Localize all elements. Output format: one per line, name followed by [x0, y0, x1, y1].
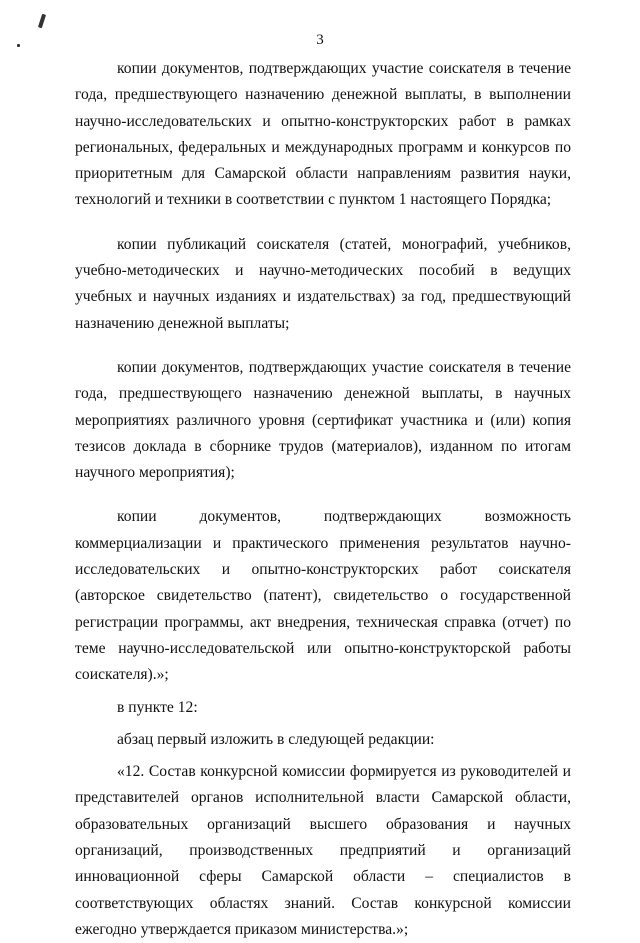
paragraph-research-participation: копии документов, подтверждающих участие соискателя в течение года, предшествующего назначению денежной выплаты, в выполнении научно-исследовательских и опытно-конструкторских работ в рамках региональных, федеральных и международных программ и конкурсов по приоритетным для Самарской области направлениям развития науки, технологий и техники в соответствии с пунктом 1 настоящего Порядка;	[75, 60, 571, 209]
paragraph-publications: копии публикаций соискателя (статей, монографий, учебников, учебно-методических и научно-методических пособий в ведущих учебных и научных изданиях и издательствах) за год, предшествующий назначению денежной выплаты;	[75, 235, 571, 332]
document-body	[75, 56, 571, 943]
paragraph-item-12-intro: в пункте 12:	[117, 698, 198, 716]
paragraph-scientific-events: копии документов, подтверждающих участие соискателя в течение года, предшествующего назначению денежной выплаты, в научных мероприятиях различного уровня (сертификат участника и (или) копия тезисов доклада в сборнике трудов (материалов), изданном по итогам научного мероприятия);	[75, 358, 571, 482]
page-number: 3	[316, 32, 324, 48]
paragraph-commercialization: копии документов, подтверждающих возможность коммерциализации и практического применения результатов научно-исследовательских и опытно-конструкторских работ соискателя (авторское свидетельство (патент), свидетельство о государственной регистрации программы, акт внедрения, техническая справка (отчет) по теме научно-исследовательской или опытно-конструкторской работы соискателя).»;	[75, 508, 571, 684]
scan-mark	[38, 14, 46, 29]
paragraph-first-paragraph-note: абзац первый изложить в следующей редакции:	[117, 730, 435, 748]
paragraph-commission-composition: «12. Состав конкурсной комиссии формируется из руководителей и представителей органов исполнительной власти Самарской области, образовательных организаций высшего образования и научных организаций, производственных предприятий и организаций инновационной сферы Самарской области – специалистов в соответствующих областях знаний. Состав конкурсной комиссии ежегодно утверждается приказом министерства.»;	[75, 763, 571, 938]
